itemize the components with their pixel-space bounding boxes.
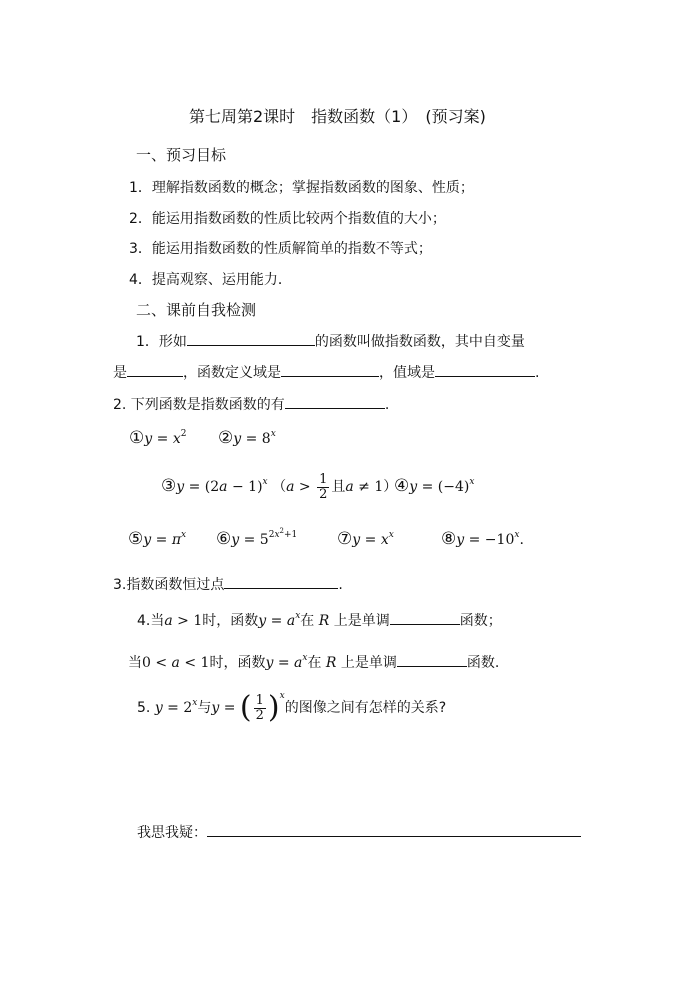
circled-4: ④ <box>394 476 410 496</box>
q2-option-2: ②y = $8^x$ <box>218 428 276 448</box>
q1-line2-start: 是 <box>113 365 127 381</box>
circled-6: ⑥ <box>216 529 232 549</box>
q4-text: 函数； <box>459 613 502 629</box>
section1-heading: 一、预习目标 <box>136 146 227 164</box>
circled-1: ① <box>129 428 145 448</box>
q1-range-label: ，值域是 <box>379 365 435 381</box>
q2-option-5: ⑤y = $\pi^x$ <box>128 529 187 549</box>
q3-end: . <box>338 577 343 593</box>
q3-blank[interactable] <box>224 574 338 589</box>
q2-blank[interactable] <box>285 394 385 409</box>
reflection-label: 我思我疑： <box>137 825 207 841</box>
q5-suffix: 的图像之间有怎样的关系? <box>284 700 447 716</box>
goal-item: 2．能运用指数函数的性质比较两个指数值的大小； <box>129 211 446 227</box>
question-4-line2: 当0 < a < 1时，函数$y = a^x$在 R 上是单调 函数. <box>128 653 500 671</box>
q4-blank-2[interactable] <box>397 652 467 667</box>
goal-item: 1．理解指数函数的概念；掌握指数函数的图象、性质； <box>129 180 474 196</box>
q4-text: 当 <box>128 655 142 671</box>
circled-3: ③ <box>161 476 177 496</box>
q2-option-7: ⑦y = $x^x$ <box>337 529 394 549</box>
q5-mid: 与 <box>197 700 212 716</box>
q1-domain-label: ，函数定义域是 <box>183 365 281 381</box>
question-2 <box>113 394 389 415</box>
circled-2: ② <box>218 428 234 448</box>
q4-text: 上是单调 <box>340 655 397 671</box>
q2-cond-open: （ <box>272 479 287 495</box>
q2-end: . <box>384 397 390 413</box>
q1-blank-range[interactable] <box>435 362 535 377</box>
question-4-line1: 4.当a > 1时，函数$y = a^x$在 R 上是单调 函数； <box>137 611 502 629</box>
q2-text: 2. 下列函数是指数函数的有 <box>113 397 285 413</box>
q4-text: 时，函数 <box>202 613 259 629</box>
reflection-line <box>137 822 581 843</box>
q1-end: . <box>535 365 540 381</box>
fraction-one-half: $\frac{1}{2}$ <box>255 692 264 723</box>
q2-option-3: ③y = $(2a - 1)^x$ （a > $\frac{1}{2}$ 且a ≠ 1） <box>161 471 398 502</box>
goal-item: 3．能运用指数函数的性质解简单的指数不等式； <box>129 241 432 257</box>
q4-text: 函数. <box>466 655 500 671</box>
question-3 <box>113 574 343 595</box>
q5-prefix: 5. <box>137 700 151 716</box>
q2-option-4: ④y = $(-4)^x$ <box>394 476 475 496</box>
circled-8: ⑧ <box>441 529 457 549</box>
reflection-blank[interactable] <box>207 822 581 837</box>
section2-heading: 二、课前自我检测 <box>136 301 257 319</box>
q4-text: 在 <box>300 613 315 629</box>
q4-text: 时，函数 <box>209 655 266 671</box>
page-title: 第七周第2课时 指数函数（1） (预习案) <box>189 107 486 126</box>
q4-blank-1[interactable] <box>390 610 460 625</box>
q1-text: 的函数叫做指数函数，其中自变量 <box>314 334 525 350</box>
q1-blank-form[interactable] <box>187 331 315 346</box>
q2-option-8: ⑧y = $-10^x$. <box>441 529 524 549</box>
fraction-one-half: $\frac{1}{2}$ <box>319 471 328 502</box>
q1-blank-variable[interactable] <box>127 362 183 377</box>
q2-cond-and: 且 <box>331 479 346 495</box>
question-5: 5. $y = 2^x$与y = ( $\frac{1}{2}$ )$^x$的图像之间有怎样的关系? <box>137 690 447 725</box>
q4-text: 4.当 <box>137 613 165 629</box>
q4-text: 在 <box>307 655 322 671</box>
q3-text: 3.指数函数恒过点 <box>113 577 225 593</box>
circled-7: ⑦ <box>337 529 353 549</box>
q2-cond-close: ） <box>383 479 398 495</box>
q2-option-6: ⑥y = $5^{2x^2+1}$ <box>216 527 298 549</box>
q1-blank-domain[interactable] <box>281 362 379 377</box>
goal-item: 4．提高观察、运用能力． <box>129 272 292 288</box>
circled-5: ⑤ <box>128 529 144 549</box>
q4-text: 上是单调 <box>333 613 390 629</box>
question-1-line2 <box>113 362 539 383</box>
q1-prefix: 1．形如 <box>136 334 187 350</box>
q2-option-1: ①y = $x^2$ <box>129 428 187 448</box>
question-1-line1 <box>136 331 525 352</box>
